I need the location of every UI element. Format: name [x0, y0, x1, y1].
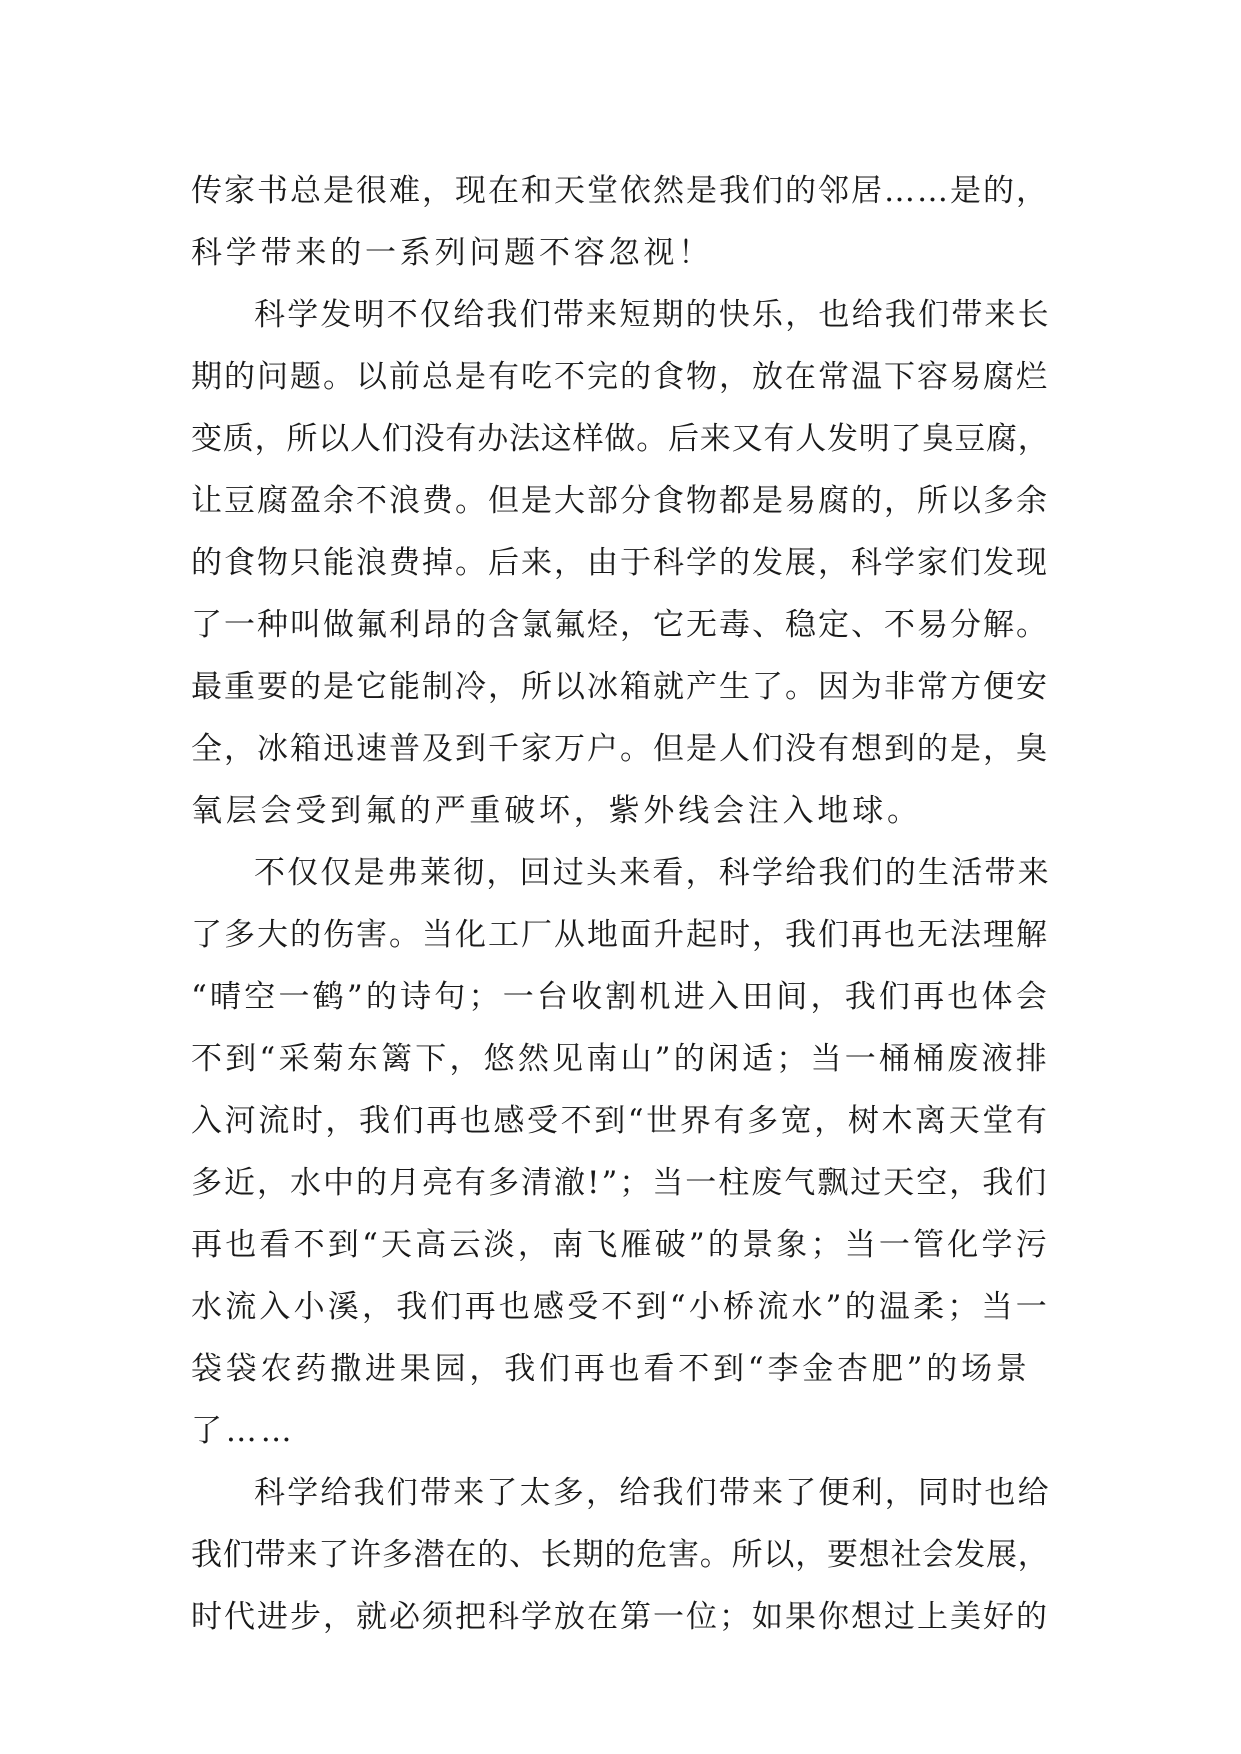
text-line: 再也看不到“天高云淡，南飞雁破”的景象；当一管化学污 [191, 1227, 1050, 1263]
text-line: 最重要的是它能制冷，所以冰箱就产生了。因为非常方便安 [191, 669, 1049, 705]
text-line: 让豆腐盈余不浪费。但是大部分食物都是易腐的，所以多余 [191, 483, 1049, 519]
text-line: 时代进步，就必须把科学放在第一位；如果你想过上美好的 [191, 1599, 1049, 1635]
text-line: 了一种叫做氟利昂的含氯氟烃，它无毒、稳定、不易分解。 [191, 607, 1049, 643]
text-line: 袋袋农药撒进果园，我们再也看不到“李金杏肥”的场景 [191, 1351, 1031, 1387]
text-line: 科学发明不仅给我们带来短期的快乐，也给我们带来长 [254, 297, 1051, 333]
text-line: 全，冰箱迅速普及到千家万户。但是人们没有想到的是，臭 [191, 731, 1049, 767]
paragraph [191, 160, 1051, 284]
text-line: 变质，所以人们没有办法这样做。后来又有人发明了臭豆腐， [191, 421, 1050, 457]
text-line: 入河流时，我们再也感受不到“世界有多宽，树木离天堂有 [191, 1103, 1050, 1139]
text-line: 科学给我们带来了太多，给我们带来了便利，同时也给 [254, 1475, 1051, 1511]
text-line: 不到“采菊东篱下，悠然见南山”的闲适；当一桶桶废液排 [191, 1041, 1050, 1077]
paragraph [191, 1462, 1051, 1648]
text-line: “晴空一鹤”的诗句；一台收割机进入田间，我们再也体会 [191, 979, 1050, 1015]
text-line: 科学带来的一系列问题不容忽视！ [191, 235, 713, 271]
text-line: 传家书总是很难，现在和天堂依然是我们的邻居……是的， [191, 173, 1049, 209]
text-line: 期的问题。以前总是有吃不完的食物，放在常温下容易腐烂 [191, 359, 1049, 395]
text-line: 了…… [191, 1413, 296, 1449]
paragraph [191, 842, 1051, 1462]
paragraph [191, 284, 1051, 842]
text-line: 的食物只能浪费掉。后来，由于科学的发展，科学家们发现 [191, 545, 1049, 581]
text-line: 了多大的伤害。当化工厂从地面升起时，我们再也无法理解 [191, 917, 1049, 953]
text-line: 我们带来了许多潜在的、长期的危害。所以，要想社会发展， [191, 1537, 1050, 1573]
text-line: 氧层会受到氟的严重破坏，紫外线会注入地球。 [191, 793, 922, 829]
text-line: 不仅仅是弗莱彻，回过头来看，科学给我们的生活带来 [254, 855, 1051, 891]
text-line: 多近，水中的月亮有多清澈!”；当一柱废气飘过天空，我们 [191, 1165, 1049, 1201]
document-body [191, 160, 1051, 1648]
text-line: 水流入小溪，我们再也感受不到“小桥流水”的温柔；当一 [191, 1289, 1050, 1325]
